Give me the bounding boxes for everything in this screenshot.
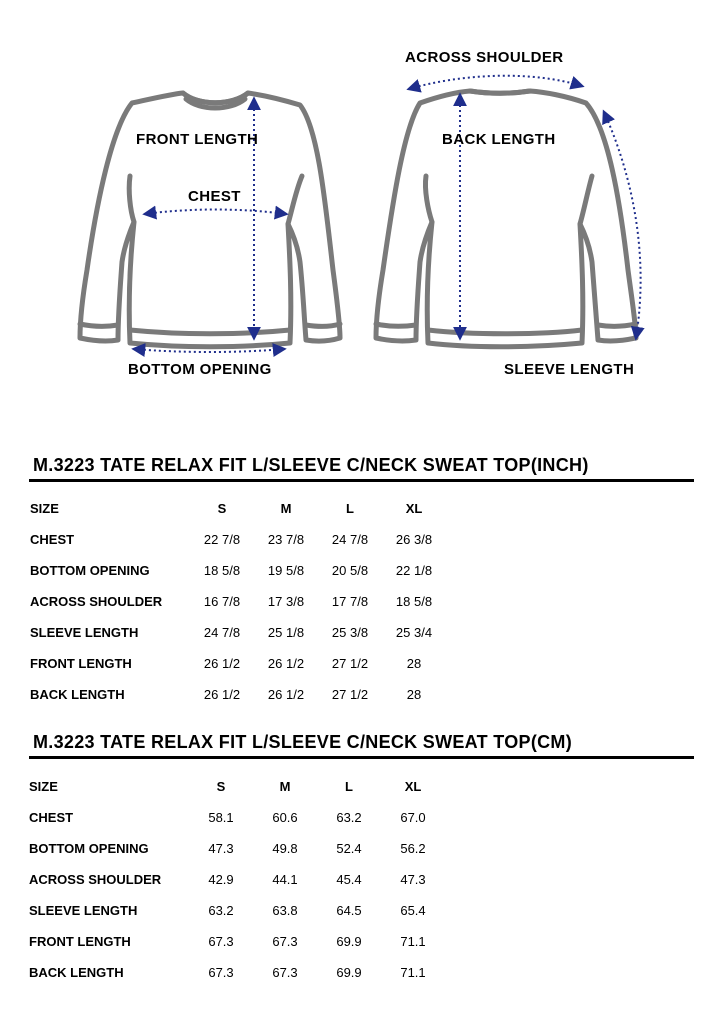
cell-xl: 28 bbox=[406, 656, 422, 671]
header-xl: XL bbox=[404, 779, 422, 794]
cell-m: 63.8 bbox=[272, 903, 298, 918]
cell-l: 24 7/8 bbox=[331, 532, 369, 547]
cell-m: 26 1/2 bbox=[267, 656, 305, 671]
header-xl: XL bbox=[405, 501, 423, 516]
cell-s: 18 5/8 bbox=[203, 563, 241, 578]
cell-l: 27 1/2 bbox=[331, 656, 369, 671]
front-length-label: FRONT LENGTH bbox=[136, 131, 259, 148]
cell-l: 17 7/8 bbox=[331, 594, 369, 609]
header-s: S bbox=[217, 501, 227, 516]
cm-table-title: M.3223 TATE RELAX FIT L/SLEEVE C/NECK SWEAT TOP(CM) bbox=[33, 732, 573, 752]
bottom-opening-arrow bbox=[134, 349, 284, 352]
row-label: SLEEVE LENGTH bbox=[30, 625, 139, 640]
table-row bbox=[30, 524, 446, 555]
cell-s: 67.3 bbox=[208, 934, 234, 949]
row-label: FRONT LENGTH bbox=[29, 934, 131, 949]
cell-s: 47.3 bbox=[208, 841, 234, 856]
cell-l: 25 3/8 bbox=[331, 625, 369, 640]
cell-l: 69.9 bbox=[336, 934, 362, 949]
cell-m: 23 7/8 bbox=[267, 532, 305, 547]
cell-xl: 26 3/8 bbox=[395, 532, 433, 547]
cell-s: 16 7/8 bbox=[203, 594, 241, 609]
table-header-row bbox=[30, 493, 446, 524]
inch-table-title: M.3223 TATE RELAX FIT L/SLEEVE C/NECK SWEAT TOP(INCH) bbox=[33, 455, 589, 475]
cell-l: 69.9 bbox=[336, 965, 362, 980]
cm-title-divider bbox=[29, 756, 694, 759]
cell-xl: 47.3 bbox=[400, 872, 426, 887]
table-header-row bbox=[29, 771, 445, 802]
cell-m: 60.6 bbox=[272, 810, 298, 825]
cell-s: 22 7/8 bbox=[203, 532, 241, 547]
header-size: SIZE bbox=[29, 779, 58, 794]
header-l: L bbox=[345, 779, 353, 794]
row-label: BOTTOM OPENING bbox=[29, 841, 149, 856]
cell-m: 67.3 bbox=[272, 934, 298, 949]
row-label: FRONT LENGTH bbox=[30, 656, 132, 671]
cell-l: 27 1/2 bbox=[331, 687, 369, 702]
chest-arrow bbox=[145, 210, 286, 215]
across-shoulder-label: ACROSS SHOULDER bbox=[405, 49, 564, 66]
cell-l: 52.4 bbox=[336, 841, 362, 856]
table-row bbox=[29, 802, 445, 833]
chest-label: CHEST bbox=[188, 188, 241, 205]
cell-xl: 25 3/4 bbox=[395, 625, 433, 640]
table-row bbox=[29, 895, 445, 926]
cell-m: 44.1 bbox=[272, 872, 298, 887]
cell-s: 42.9 bbox=[208, 872, 234, 887]
cell-s: 63.2 bbox=[208, 903, 234, 918]
table-row bbox=[30, 679, 446, 710]
cell-xl: 18 5/8 bbox=[395, 594, 433, 609]
garment-illustration bbox=[0, 0, 723, 400]
table-row bbox=[29, 833, 445, 864]
cell-s: 26 1/2 bbox=[203, 656, 241, 671]
table-row bbox=[30, 648, 446, 679]
row-label: BACK LENGTH bbox=[30, 687, 125, 702]
table-row bbox=[30, 555, 446, 586]
cell-xl: 67.0 bbox=[400, 810, 426, 825]
back-length-label: BACK LENGTH bbox=[442, 131, 556, 148]
table-row bbox=[30, 586, 446, 617]
cell-m: 25 1/8 bbox=[267, 625, 305, 640]
back-garment-outline bbox=[376, 91, 636, 347]
header-l: L bbox=[346, 501, 354, 516]
cell-l: 20 5/8 bbox=[331, 563, 369, 578]
header-m: M bbox=[280, 501, 292, 516]
header-size: SIZE bbox=[30, 501, 59, 516]
cell-s: 67.3 bbox=[208, 965, 234, 980]
inch-size-table bbox=[30, 493, 446, 710]
header-s: S bbox=[216, 779, 226, 794]
cell-m: 26 1/2 bbox=[267, 687, 305, 702]
row-label: BACK LENGTH bbox=[29, 965, 124, 980]
cell-s: 26 1/2 bbox=[203, 687, 241, 702]
measurement-diagram bbox=[0, 0, 723, 400]
row-label: CHEST bbox=[30, 532, 75, 547]
cell-xl: 56.2 bbox=[400, 841, 426, 856]
cell-s: 24 7/8 bbox=[203, 625, 241, 640]
cell-l: 63.2 bbox=[336, 810, 362, 825]
table-row bbox=[30, 617, 446, 648]
cell-xl: 71.1 bbox=[400, 965, 426, 980]
cell-m: 67.3 bbox=[272, 965, 298, 980]
row-label: CHEST bbox=[29, 810, 74, 825]
cell-xl: 71.1 bbox=[400, 934, 426, 949]
header-m: M bbox=[279, 779, 291, 794]
inch-title-divider bbox=[29, 479, 694, 482]
row-label: BOTTOM OPENING bbox=[30, 563, 150, 578]
cell-m: 49.8 bbox=[272, 841, 298, 856]
row-label: ACROSS SHOULDER bbox=[29, 872, 162, 887]
cm-size-table bbox=[29, 771, 445, 988]
table-row bbox=[29, 926, 445, 957]
measure-arrows bbox=[134, 76, 641, 352]
cell-l: 45.4 bbox=[336, 872, 362, 887]
sleeve-length-label: SLEEVE LENGTH bbox=[504, 361, 635, 378]
row-label: ACROSS SHOULDER bbox=[30, 594, 163, 609]
cell-xl: 28 bbox=[406, 687, 422, 702]
table-row bbox=[29, 864, 445, 895]
cell-xl: 65.4 bbox=[400, 903, 426, 918]
cell-xl: 22 1/8 bbox=[395, 563, 433, 578]
cell-l: 64.5 bbox=[336, 903, 362, 918]
bottom-opening-label: BOTTOM OPENING bbox=[128, 361, 272, 378]
cell-m: 17 3/8 bbox=[267, 594, 305, 609]
across-shoulder-arrow bbox=[409, 76, 582, 89]
cell-m: 19 5/8 bbox=[267, 563, 305, 578]
cell-s: 58.1 bbox=[208, 810, 234, 825]
table-row bbox=[29, 957, 445, 988]
row-label: SLEEVE LENGTH bbox=[29, 903, 138, 918]
